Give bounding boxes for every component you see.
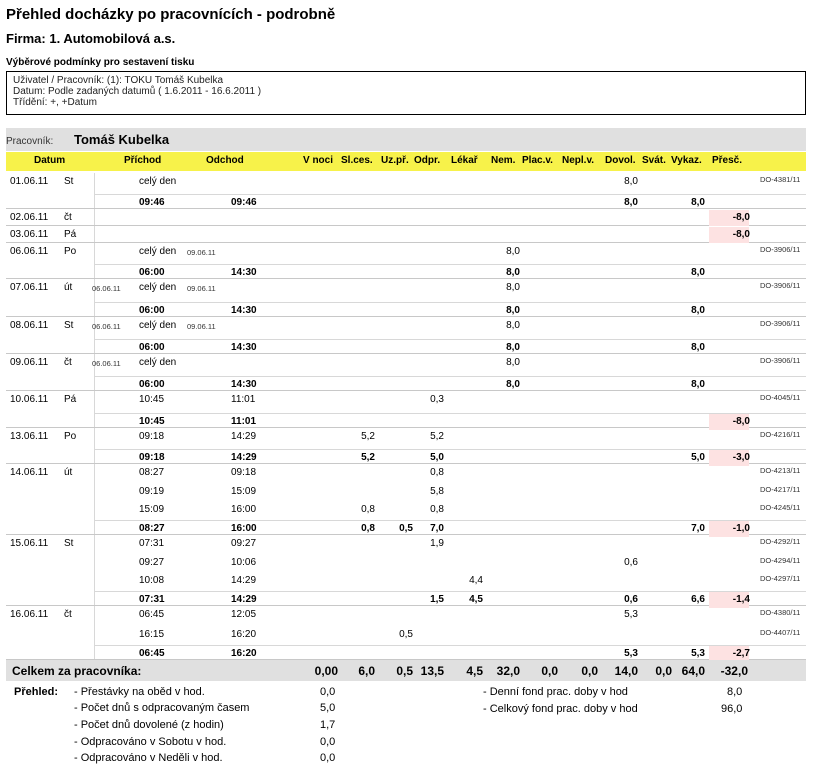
date-cell: 09.06.11 xyxy=(10,357,49,368)
subtotal-divider xyxy=(94,645,806,646)
value-presc: -2,7 xyxy=(732,648,750,659)
column-divider xyxy=(94,535,95,605)
value-slces: 5,2 xyxy=(361,452,375,463)
arrival-cell: 06:45 xyxy=(139,609,165,620)
day-group xyxy=(6,173,806,209)
value-presc: -8,0 xyxy=(732,416,750,427)
departure-cell: 09:18 xyxy=(231,467,257,478)
column-divider xyxy=(94,173,95,208)
value-nem: 8,0 xyxy=(506,267,520,278)
arrival-cell: celý den xyxy=(139,357,177,368)
arrival-total: 09:18 xyxy=(139,452,165,463)
document-id: DO-4381/11 xyxy=(760,175,801,184)
departure-cell: 16:20 xyxy=(231,628,257,640)
departure-total: 16:20 xyxy=(231,648,257,659)
range-start-date: 06.06.11 xyxy=(92,322,121,331)
document-id: DO-4380/11 xyxy=(760,608,801,617)
arrival-cell: celý den xyxy=(139,246,177,257)
criteria-sort: Třídění: +, +Datum xyxy=(13,97,97,108)
range-end-date: 09.06.11 xyxy=(187,284,216,293)
value-dovol: 0,6 xyxy=(624,594,638,605)
summary-heading: Přehled: xyxy=(14,686,59,698)
value-nem: 8,0 xyxy=(506,342,520,353)
departure-total: 14:30 xyxy=(231,379,257,390)
arrival-cell: 10:45 xyxy=(139,394,165,405)
document-id: DO-4216/11 xyxy=(760,430,801,439)
value-dovol: 8,0 xyxy=(624,197,638,208)
value-vykaz: 8,0 xyxy=(691,197,705,208)
date-cell: 08.06.11 xyxy=(10,320,49,331)
summary-left-value: 5,0 xyxy=(320,702,336,714)
value-odpr: 5,0 xyxy=(430,452,444,463)
summary-right-label: - Celkový fond prac. doby v hod xyxy=(483,703,638,715)
day-group xyxy=(6,226,806,243)
day-group xyxy=(6,354,806,391)
col-nem: Nem. xyxy=(491,155,516,166)
value-uzpr: 0,5 xyxy=(399,523,413,534)
criteria-date: Datum: Podle zadaných datumů ( 1.6.2011 - 16.6.2011 ) xyxy=(13,86,262,97)
col-slces: Sl.ces. xyxy=(341,155,373,166)
subtotal-divider xyxy=(94,413,806,414)
arrival-cell: celý den xyxy=(139,320,177,331)
weekday-cell: út xyxy=(64,282,73,293)
col-presc: Přesč. xyxy=(712,155,743,166)
weekday-cell: čt xyxy=(64,609,72,620)
value-odpr: 0,8 xyxy=(430,504,444,516)
document-id: DO-4407/11 xyxy=(760,627,801,637)
value-slces: 0,8 xyxy=(361,504,375,516)
value-vykaz: 5,0 xyxy=(691,452,705,463)
value-odpr: 0,8 xyxy=(430,467,444,478)
value-nem: 8,0 xyxy=(506,357,520,368)
date-cell: 15.06.11 xyxy=(10,538,49,549)
arrival-cell: celý den xyxy=(139,282,177,293)
summary-left-value: 0,0 xyxy=(320,686,336,698)
summary-right-value: 8,0 xyxy=(727,686,743,698)
date-cell: 02.06.11 xyxy=(10,212,49,223)
criteria-box xyxy=(6,71,806,115)
departure-cell: 09:27 xyxy=(231,538,257,549)
departure-cell: 10:06 xyxy=(231,556,257,568)
document-id: DO-3906/11 xyxy=(760,245,801,254)
summary-left-label: - Přestávky na oběd v hod. xyxy=(74,686,205,698)
subtotal-divider xyxy=(94,376,806,377)
arrival-total: 06:00 xyxy=(139,379,165,390)
document-id: DO-4045/11 xyxy=(760,393,801,402)
value-vykaz: 8,0 xyxy=(691,379,705,390)
departure-total: 14:30 xyxy=(231,305,257,316)
value-presc: -1,4 xyxy=(732,594,750,605)
subtotal-divider xyxy=(94,264,806,265)
document-id: DO-3906/11 xyxy=(760,356,801,365)
departure-cell: 16:00 xyxy=(231,504,257,516)
column-divider xyxy=(94,428,95,463)
document-id: DO-4297/11 xyxy=(760,574,801,584)
weekday-cell: Pá xyxy=(64,394,77,405)
day-group xyxy=(6,279,806,317)
day-group xyxy=(6,243,806,279)
total-uzpr: 0,5 xyxy=(396,664,413,678)
column-divider xyxy=(94,226,95,242)
value-nem: 8,0 xyxy=(506,282,520,293)
arrival-cell: 15:09 xyxy=(139,504,165,516)
departure-cell: 14:29 xyxy=(231,575,257,587)
day-group xyxy=(6,391,806,428)
document-id: DO-4292/11 xyxy=(760,537,801,546)
col-prichod: Příchod xyxy=(124,155,162,166)
document-id: DO-4213/11 xyxy=(760,466,801,475)
worker-name: Tomáš Kubelka xyxy=(74,132,170,147)
column-divider xyxy=(94,391,95,427)
summary-left-value: 0,0 xyxy=(320,752,336,764)
arrival-total: 06:45 xyxy=(139,648,165,659)
document-id: DO-3906/11 xyxy=(760,319,801,328)
document-id: DO-4245/11 xyxy=(760,503,801,513)
weekday-cell: Pá xyxy=(64,229,77,240)
column-divider xyxy=(94,243,95,278)
col-odpr: Odpr. xyxy=(414,155,441,166)
arrival-cell: 09:19 xyxy=(139,485,165,497)
summary-right-value: 96,0 xyxy=(721,703,743,715)
total-vnoci: 0,00 xyxy=(314,664,338,678)
weekday-cell: čt xyxy=(64,212,72,223)
total-placv: 0,0 xyxy=(541,664,558,678)
departure-total: 09:46 xyxy=(231,197,257,208)
arrival-total: 08:27 xyxy=(139,523,165,534)
col-lekar: Lékař xyxy=(451,155,478,166)
value-vykaz: 8,0 xyxy=(691,267,705,278)
value-odpr: 1,9 xyxy=(430,538,444,549)
arrival-total: 09:46 xyxy=(139,197,165,208)
value-nem: 8,0 xyxy=(506,379,520,390)
criteria-heading: Výběrové podmínky pro sestavení tisku xyxy=(6,57,195,68)
value-presc: -1,0 xyxy=(732,523,750,534)
value-nem: 8,0 xyxy=(506,246,520,257)
value-odpr: 5,8 xyxy=(430,485,444,497)
day-group xyxy=(6,428,806,464)
value-vykaz: 5,3 xyxy=(691,648,705,659)
firm-name: Firma: 1. Automobilová a.s. xyxy=(6,31,176,46)
arrival-cell: 16:15 xyxy=(139,628,165,640)
summary-left-label: - Počet dnů dovolené (z hodin) xyxy=(74,719,224,731)
arrival-total: 07:31 xyxy=(139,594,165,605)
summary-right-label: - Denní fond prac. doby v hod xyxy=(483,686,628,698)
col-datum: Datum xyxy=(34,155,66,166)
value-odpr: 0,3 xyxy=(430,394,444,405)
total-dovol: 14,0 xyxy=(614,664,638,678)
arrival-cell: 10:08 xyxy=(139,575,165,587)
weekday-cell: út xyxy=(64,467,73,478)
total-svat: 0,0 xyxy=(655,664,672,678)
value-nem: 8,0 xyxy=(506,305,520,316)
date-cell: 14.06.11 xyxy=(10,467,49,478)
total-neplv: 0,0 xyxy=(581,664,598,678)
document-id: DO-4217/11 xyxy=(760,484,801,494)
range-end-date: 09.06.11 xyxy=(187,248,216,257)
departure-cell: 15:09 xyxy=(231,485,257,497)
value-odpr: 5,2 xyxy=(430,431,444,442)
subtotal-divider xyxy=(94,591,806,592)
value-dovol: 5,3 xyxy=(624,648,638,659)
departure-cell: 14:29 xyxy=(231,431,257,442)
value-dovol: 5,3 xyxy=(624,609,638,620)
day-group xyxy=(6,317,806,354)
total-odpr: 13,5 xyxy=(420,664,444,678)
range-start-date: 06.06.11 xyxy=(92,359,121,368)
total-lekar: 4,5 xyxy=(466,664,483,678)
arrival-total: 06:00 xyxy=(139,267,165,278)
value-dovol: 0,6 xyxy=(624,556,638,568)
value-presc: -8,0 xyxy=(732,212,750,223)
arrival-cell: 07:31 xyxy=(139,538,165,549)
value-vykaz: 7,0 xyxy=(691,523,705,534)
weekday-cell: Po xyxy=(64,246,77,257)
value-lekar: 4,5 xyxy=(469,594,483,605)
col-uzpr: Uz.př. xyxy=(381,155,409,166)
weekday-cell: Po xyxy=(64,431,77,442)
total-slces: 6,0 xyxy=(358,664,375,678)
total-label: Celkem za pracovníka: xyxy=(12,664,142,678)
departure-total: 14:29 xyxy=(231,452,257,463)
criteria-user: Uživatel / Pracovník: (1): TOKU Tomáš Kubelka xyxy=(13,75,224,86)
summary-left-label: - Odpracováno v Neděli v hod. xyxy=(74,752,223,764)
day-group xyxy=(6,535,806,606)
departure-total: 11:01 xyxy=(231,416,257,427)
column-divider xyxy=(94,209,95,225)
arrival-cell: 09:18 xyxy=(139,431,165,442)
total-nem: 32,0 xyxy=(496,664,520,678)
worker-label: Pracovník: xyxy=(6,136,54,147)
arrival-total: 10:45 xyxy=(139,416,165,427)
value-slces: 5,2 xyxy=(361,431,375,442)
date-cell: 06.06.11 xyxy=(10,246,49,257)
col-neplv: Nepl.v. xyxy=(562,155,595,166)
subtotal-divider xyxy=(94,520,806,521)
column-divider xyxy=(94,606,95,659)
value-nem: 8,0 xyxy=(506,320,520,331)
weekday-cell: St xyxy=(64,538,74,549)
value-vykaz: 8,0 xyxy=(691,342,705,353)
subtotal-divider xyxy=(94,339,806,340)
departure-cell: 11:01 xyxy=(231,394,256,405)
subtotal-divider xyxy=(94,302,806,303)
value-odpr: 1,5 xyxy=(430,594,444,605)
value-presc: -3,0 xyxy=(732,452,750,463)
departure-cell: 12:05 xyxy=(231,609,257,620)
col-svat: Svát. xyxy=(642,155,666,166)
value-odpr: 7,0 xyxy=(430,523,444,534)
col-odchod: Odchod xyxy=(206,155,244,166)
document-id: DO-3906/11 xyxy=(760,281,801,290)
arrival-total: 06:00 xyxy=(139,342,165,353)
date-cell: 03.06.11 xyxy=(10,229,49,240)
column-divider xyxy=(94,464,95,534)
col-vnoci: V noci xyxy=(303,155,334,166)
arrival-cell: 09:27 xyxy=(139,556,165,568)
weekday-cell: St xyxy=(64,176,74,187)
date-cell: 01.06.11 xyxy=(10,176,49,187)
departure-total: 16:00 xyxy=(231,523,257,534)
weekday-cell: St xyxy=(64,320,74,331)
departure-total: 14:30 xyxy=(231,267,257,278)
summary-left-value: 1,7 xyxy=(320,719,336,731)
subtotal-divider xyxy=(94,449,806,450)
value-uzpr: 0,5 xyxy=(399,628,413,640)
value-presc: -8,0 xyxy=(732,229,750,240)
value-dovol: 8,0 xyxy=(624,176,638,187)
departure-total: 14:30 xyxy=(231,342,257,353)
date-cell: 13.06.11 xyxy=(10,431,49,442)
date-cell: 10.06.11 xyxy=(10,394,49,405)
col-dovol: Dovol. xyxy=(605,155,636,166)
col-placv: Plac.v. xyxy=(522,155,553,166)
range-start-date: 06.06.11 xyxy=(92,284,121,293)
value-lekar: 4,4 xyxy=(469,575,483,587)
col-vykaz: Vykaz. xyxy=(671,155,702,166)
value-vykaz: 8,0 xyxy=(691,305,705,316)
day-group xyxy=(6,209,806,226)
total-vykaz: 64,0 xyxy=(681,664,705,678)
value-slces: 0,8 xyxy=(361,523,375,534)
weekday-cell: čt xyxy=(64,357,72,368)
arrival-cell: celý den xyxy=(139,176,177,187)
document-id: DO-4294/11 xyxy=(760,555,801,565)
report-title: Přehled docházky po pracovnících - podrobně xyxy=(6,6,336,23)
date-cell: 16.06.11 xyxy=(10,609,49,620)
summary-left-value: 0,0 xyxy=(320,736,336,748)
arrival-total: 06:00 xyxy=(139,305,165,316)
arrival-cell: 08:27 xyxy=(139,467,165,478)
summary-left-label: - Počet dnů s odpracovaným časem xyxy=(74,702,250,714)
range-end-date: 09.06.11 xyxy=(187,322,216,331)
subtotal-divider xyxy=(94,194,806,195)
date-cell: 07.06.11 xyxy=(10,282,49,293)
value-vykaz: 6,6 xyxy=(691,594,705,605)
departure-total: 14:29 xyxy=(231,594,257,605)
summary-left-label: - Odpracováno v Sobotu v hod. xyxy=(74,736,227,748)
total-presc: -32,0 xyxy=(720,664,748,678)
